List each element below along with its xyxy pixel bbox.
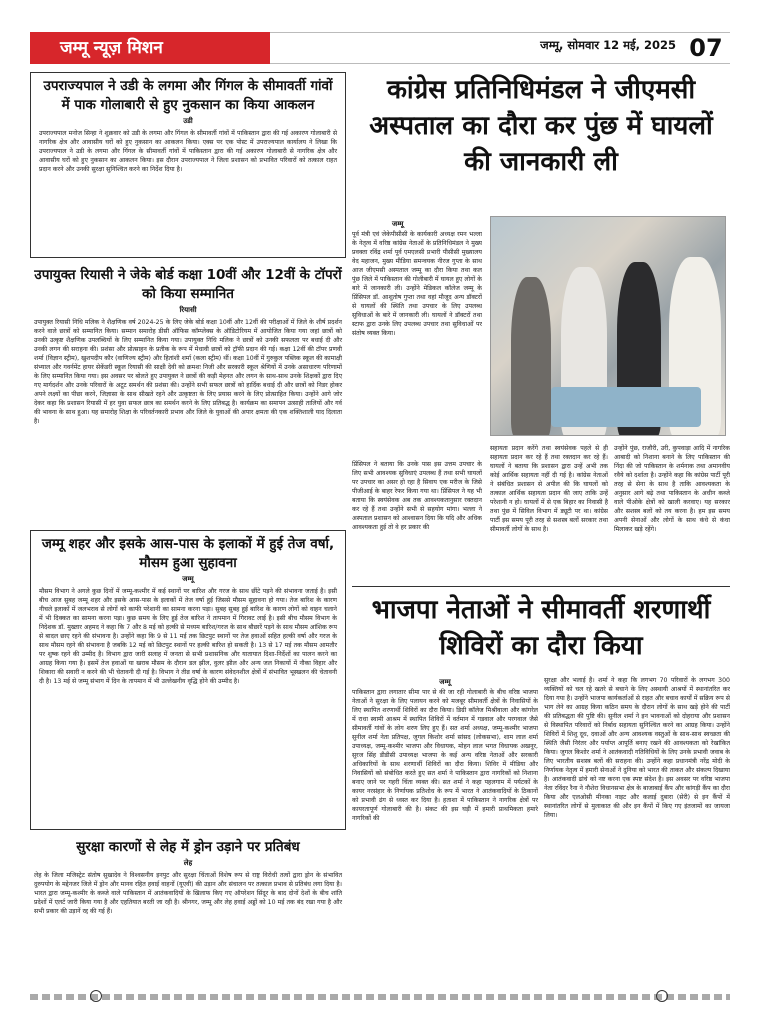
article-dateline: लेह [183,859,193,867]
left-column [30,72,346,972]
second-headline: भाजपा नेताओं ने सीमावर्ती शरणार्थी शिविरों का दौरा किया [371,595,711,661]
second-dateline: जम्मू [439,678,451,686]
article-body: उपायुक्त रियासी निधि मलिक ने शैक्षणिक वर्ष 2024-25 के लिए जेके बोर्ड कक्षा 10वीं और 12वीं की परीक्षाओं में जिले के शीर्ष प्रदर्शन करने वाले छात्रों को सम्मानित किया। सम्मान समारोह डीसी ऑफिस कॉम्प्लेक्स के ऑडिटोरियम में आयोजित किया गया जहां छात्रों को उनकी उत्कृष्ट शैक्षणिक उपलब्धियों के लिए सम्मानित किया गया। उपायुक्त निधि मलिक ने छात्रों को उनकी सफलता पर बधाई दी और उनकी लगन की सराहना की। प्रशंसा और प्रोत्साहन के प्रतीक के रूप में मेधावी छात्रों को ट्रॉफी प्रदान की गई। कक्षा 12वीं की टॉपर प्रणवी शर्मा (विज्ञान स्ट्रीम), खुशपदीप कौर (वाणिज्य स्ट्रीम) और हितांशी शर्मा (कला स्ट्रीम) थीं। कक्षा 10वीं में गुरुकुल पब्लिक स्कूल की कामाक्षी संभ्याल और गवर्नमेंट हायर सेकेंडरी स्कूल रियासी की साक्षी देवी को क्रमशः निजी और सरकारी स्कूल श्रेणियों में उनके असाधारण परिणामों के लिए सम्मानित किया गया। इस अवसर पर बोलते हुए उपायुक्त ने छात्रों की कड़ी मेहनत और लगन के साथ-साथ उनके शिक्षकों द्वारा दिए गए मार्गदर्शन और उनके परिवारों के अटूट समर्थन की प्रशंसा की। उन्होंने सभी सफल छात्रों को हार्दिक बधाई दी और छात्रों को निडर होकर अपने लक्ष्यों का पीछा करने, जिज्ञासा के साथ सीखते रहने और उत्कृष्टता के लिए प्रयास करने के लिए प्रोत्साहित किया। उन्होंने आगे जोर देकर कहा कि प्रशासन रियासी में हर युवा सफल छात्र का समर्थन करने के लिए प्रतिबद्ध है। कार्यक्रम का समापन उत्साही तालियों और गर्व की भावना के साथ हुआ। यह समारोह शिक्षा के परिवर्तनकारी प्रभाव और जिले के युवाओं की अपार क्षमता की एक शक्तिशाली याद दिलाता है। [34,319,342,425]
article-headline: उपराज्यपाल ने उडी के लगमा और गिंगल के सीमावर्ती गांवों में पाक गोलाबारी से हुए नुकसान का किया आकलन [43,78,333,113]
section-divider [352,586,730,587]
second-col-2: सुरक्षा और भलाई है। शर्मा ने कहा कि लगभग 70 परिवारों के लगभग 300 व्यक्तियों को चल रहे खतरे से बचाने के लिए अस्थायी आश्रयों में स्थानांतरित कर दिया गया है। उन्होंने भाजपा कार्यकर्ताओं से राहत और बचाव कार्यों में सक्रिय रूप से भाग लेने का आग्रह किया कठिन समय के दौरान लोगों के साथ खड़े होने की पार्टी की प्रतिबद्धता की पुष्टि की। सुनील शर्मा ने इन भावनाओं को दोहराया और प्रशासन से विस्थापित परिवारों को निर्बाध सहायता सुनिश्चित करने का आग्रह किया। उन्होंने शिविरों में शिशु दूध, दवाओं और अन्य आवश्यक वस्तुओं के साथ-साथ स्वच्छता की स्थिति जैसी निरंतर और पर्याप्त आपूर्ति बनाए रखने की आवश्यकता को रेखांकित किया। जुगल किशोर शर्मा ने आतंकवादी गतिविधियों के लिए उनके प्रभावी जवाब के लिए भारतीय सशस्त्र बलों की सराहना की। उन्होंने कहा प्रधानमंत्री नरेंद्र मोदी के निर्णायक नेतृत्व में हमारी सेनाओं ने दुनिया को भारत की ताकत और संकल्प दिखाया है। आतंकवादी ढांचे को नष्ट करना एक स्पष्ट संदेश है। इस अवसर पर वरिष्ठ भाजपा नेता रविंदर रैना ने नौशेरा विधानसभा क्षेत्र के बाजाबाई कैंप और कांगड़ी कैंप का दौरा किया और एलओसी मीनका नाइट और कलाई दुबारा (सेरी) से इन कैंपों में स्थानांतरित लोगों से मुलाकात की और इन कैंपों में किए गए इंतजामों का जायजा लिया। [544,677,730,819]
lead-col-3: सहायता प्रदान करेंगे तथा स्वयंसेवक पहले से ही सहायता प्रदान कर रहे हैं तथा रक्तदान कर रहे हैं। घायलों ने बताया कि प्रशासन द्वारा उन्हें अभी तक कोई आर्थिक सहायता नहीं दी गई है। कांग्रेस नेताओं ने संबंधित प्रशासन से अपील की कि घायलों को तत्काल आर्थिक सहायता प्रदान की जाए ताकि उन्हें परेशानी न हो। घायलों में से एक बिहार का निवासी है तथा पुंछ में सिविल विभाग में ड्यूटी पर था। कांग्रेस पार्टी इस समय पूरी तरह से सशस्त्र बलों सरकार तथा सीमावर्ती लोगों के साथ है। [490,445,608,533]
article-dateline: जम्मू [182,575,194,583]
article-drone-ban [30,838,346,978]
article-weather [30,530,346,830]
lead-col-2: प्रिंसिपल ने बताया कि उनके पास इस उत्तम उपचार के लिए सभी आवश्यक सुविधाएं उपलब्ध हैं तथा सभी घायलों पर उपचार का असर हो रहा है सिवाय एक मरीज के जिसे पीजीआई के बाहर रेफर किया गया था। प्रिंसिपल ने यह भी बताया कि स्वयंसेवक अब तक आवश्यकतानुसार रक्तदान कर रहे हैं तथा उन्होंने सभी से सहयोग मांगा। भल्ला ने अस्पताल प्रशासन को आश्वासन दिया कि यदि और अधिक आवश्यकता हुई तो वे हर प्रकार की [352,461,482,531]
issue-date: जम्मू, सोमवार 12 मई, 2025 [540,38,676,52]
article-body: उपराज्यपाल मनोज सिन्हा ने शुक्रवार को उडी के लगमा और गिंगल के सीमावर्ती गांवों में पाकिस्तान द्वारा की गई अकारण गोलाबारी से नागरिक क्षेत्र और आवासीय घरों को हुए नुकसान का आकलन किया। एक्स पर एक पोस्ट में उपराज्यपाल कार्यालय ने लिखा कि उपराज्यपाल ने उडी के लगमा और गिंगल के सीमावर्ती गांवों में पाकिस्तान द्वारा की गई अकारण गोलाबारी से नागरिक क्षेत्र और आवासीय घरों को हुए नुकसान का आकलन किया। इस दौरान उपराज्यपाल ने जिला प्रशासन को प्रभावित परिवारों को तत्काल राहत प्रदान करने और उनकी सुरक्षा सुनिश्चित करने का निर्देश दिया है। [39,130,337,173]
lead-dateline: जम्मू [392,220,404,228]
lead-col-4: उन्होंने पुंछ, राजौरी, उरी, कुपवाड़ा आदि में नागरिक आबादी को निशाना बनाने के लिए पाकिस्तान की निंदा की जो पाकिस्तान के शर्मनाक तथा अमानवीय रवैये को दर्शाता है। उन्होंने कहा कि कांग्रेस पार्टी पूरी तरह से सेना के साथ है ताकि आवश्यकता के अनुसार आगे बढ़े तथा पाकिस्तान के अधीन कब्जे वाले पीओके क्षेत्रों को खाली करवाए। यह सरकार और सशस्त्र बलों को तय करना है। हम इस समय अपनी सेनाओं और लोगों के साथ कंधे से कंधा मिलाकर खड़े रहेंगे। [614,445,730,533]
registration-mark [656,990,668,1002]
article-headline: जम्मू शहर और इसके आस-पास के इलाकों में हुई तेज वर्षा, मौसम हुआ सुहावना [41,536,335,571]
hospital-bed [551,387,701,427]
photo-figure [511,277,551,436]
page-number: 07 [689,34,723,62]
article-headline: सुरक्षा कारणों से लेह में ड्रोन उड़ाने पर प्रतिबंध [76,839,300,855]
lead-col-1: पूर्व मंत्री एवं जेकेपीसीसी के कार्यकारी अध्यक्ष रमन भल्ला के नेतृत्व में वरिष्ठ कांग्रेस नेताओं के प्रतिनिधिमंडल ने मुख्य प्रवक्ता रविंद्र शर्मा पूर्व एमएलसी प्रभारी पीसीसी मुख्यालय वेद महाजन, मुख्य मीडिया समन्वयक नीरज गुप्ता के साथ आज जीएमसी अस्पताल जम्मू का दौरा किया तथा कल पुंछ जिले में पाकिस्तान की गोलीबारी में घायल हुए लोगों के बारे में जानकारी ली। उन्होंने मेडिकल कॉलेज जम्मू के प्रिंसिपल डॉ. आशुतोष गुप्ता तथा वहां मौजूद अन्य डॉक्टरों से घायलों की स्थिति तथा उपचार के लिए उपलब्ध सुविधाओं के बारे में जानकारी ली। घायलों ने डॉक्टरों तथा स्टाफ द्वारा उनके लिए उपलब्ध उपचार तथा सुविधाओं पर संतोष व्यक्त किया। [352,231,482,337]
article-lg-visit [30,72,346,258]
second-col-1: पाकिस्तान द्वारा लगातार सीमा पार से की जा रही गोलाबारी के बीच वरिष्ठ भाजपा नेताओं ने सुरक्षा के लिए पलायन करने को मजबूर सीमावर्ती क्षेत्रों के निवासियों के लिए स्थापित शरणार्थी शिविरों का दौरा किया। डिग्री कॉलेज मिश्रीवाला और कांगरेल में राधा स्वामी आश्रम में स्थापित शिविरों में वर्तमान में गडवाल और परगवाल जैसे सीमावर्ती गांवों के लोग शरण लिए हुए हैं। सत शर्मा अध्यक्ष, जम्मू-कश्मीर भाजपा सुनील शर्मा नेता प्रतिपक्ष, जुगल किशोर शर्मा सांसद (लोकसभा), शाम लाल शर्मा उपाध्यक्ष, जम्मू-कश्मीर भाजपा और विधायक, मोहन लाल भगत विधायक अखनूर, सुरज सिंह डीडीसी उपाध्यक्ष भाजपा के कई अन्य वरिष्ठ नेताओं और सरकारी अधिकारियों के साथ शरणार्थी शिविरों का दौरा किया। शिविर में मीडिया और निवासियों को संबोधित करते हुए सत शर्मा ने पाकिस्तान द्वारा नागरिकों को निशाना बनाए जाने पर गहरी चिंता व्यक्त की। सत शर्मा ने कहा पहलगाम में पर्यटकों के कायर नरसंहार के निर्णायक प्रतिशोध के रूप में भारत ने आतंकवादियों के ठिकानों को प्रभावी ढंग से ध्वस्त कर दिया है। हताशा में पाकिस्तान ने नागरिक क्षेत्रों पर कायरतापूर्ण गोलाबारी की है। संकट की इस घड़ी में हमारी प्राथमिकता हमारे नागरिकों की [352,689,538,822]
article-dateline: उडी [183,117,193,125]
article-body: मौसम विभाग ने अगले कुछ दिनों में जम्मू-कश्मीर में कई स्थानों पर बारिश और गरज के साथ छींटे पड़ने की संभावना जताई है। इसी बीच आज सुबह जम्मू शहर और इसके आस-पास के इलाकों में तेज वर्षा हुई जिससे मौसम सुहावना हो गया। तेज बारिश के कारण नीचले इलाकों में जलभराव से लोगों को काफी परेशानी का सामना करना पड़ा। सुबह सुबह हुई बारिश के कारण लोगों को वाहन चलाने में भी दिक्कत का सामना करना पड़ा। कुछ समय के लिए हुई तेज बारिश ने तापमान में गिरावट लाई है। इसी बीच मौसम विभाग के निदेशक डॉ. मुख्तार अहमद ने कहा कि 7 और 8 मई को हल्की से मध्यम बारिश/गरज के साथ बौछारें पड़ने के साथ मौसम आंशिक रूप से बादल छाए रहने की संभावना है। उन्होंने कहा कि 9 से 11 मई तक छिटपुट स्थानों पर तेज हवाओं सहित हल्की वर्षा और गरज के साथ मौसम रहने की संभावना है जबकि 12 मई को छिटपुट स्थानों पर हल्की बारिश हो सकती है। 13 से 17 मई तक मौसम आमतौर पर शुष्क रहने की उम्मीद है। विभाग द्वारा जारी सलाह में जनता से सभी प्रशासनिक और यातायात दिशा-निर्देशों का पालन करने का आग्रह किया गया है। इसमें तेज हवाओं या खराब मौसम के दौरान डल झील, वुलर झील और अन्य जल निकायों में नौका विहार और शिकारा की सवारी न करने की भी चेतावनी दी गई है। विभाग ने तीव्र वर्षा के कारण संवेदनशील क्षेत्रों में संभावित भूस्खलन की चेतावनी दी है। 13 मई से जम्मू संभाग में दिन के तापमान में भी उल्लेखनीय वृद्धि होने की उम्मीद है। [39,588,337,685]
right-column [352,72,730,972]
registration-mark [90,990,102,1002]
article-body: लेह के जिला मजिस्ट्रेट संतोष सुखादेव ने विश्वसनीय इनपुट और सुरक्षा चिंताओं विशेष रूप से राष्ट्र विरोधी तत्वों द्वारा ड्रोन के संभावित दुरुपयोग के मद्देनजर जिले में ड्रोन और मानव रहित हवाई वाहनों (यूएवी) की उड़ान और संचालन पर तत्काल प्रभाव से प्रतिबंध लगा दिया है। भारत द्वारा जम्मू-कश्मीर के कब्जे वाले पाकिस्तान में आतंकवादियों के खिलाफ किए गए ऑपरेशन सिंदूर के बाद दोनों देशों के बीच शांति प्रदेशों में एलर्ट जारी किया गया है और एहतियात बरती जा रही है। श्रीनगर, जम्मू और लेह हवाई अड्डों को 10 मई तक बंद रखा गया है और सभी प्रकार की उड़ानें रद्द की गई हैं। [34,872,342,915]
masthead [30,30,730,66]
footer-color-bar [30,994,730,1000]
news-photo [490,216,726,436]
newspaper-name: जम्मू न्यूज़ मिशन [30,32,270,64]
article-toppers [30,266,346,524]
article-dateline: रियासी [179,306,197,314]
lead-headline: कांग्रेस प्रतिनिधिमंडल ने जीएमसी अस्पताल का दौरा कर पुंछ में घायलों की जानकारी ली [369,75,713,177]
article-headline: उपायुक्त रियासी ने जेके बोर्ड कक्षा 10वीं और 12वीं के टॉपरों को किया सम्मानित [34,267,342,302]
